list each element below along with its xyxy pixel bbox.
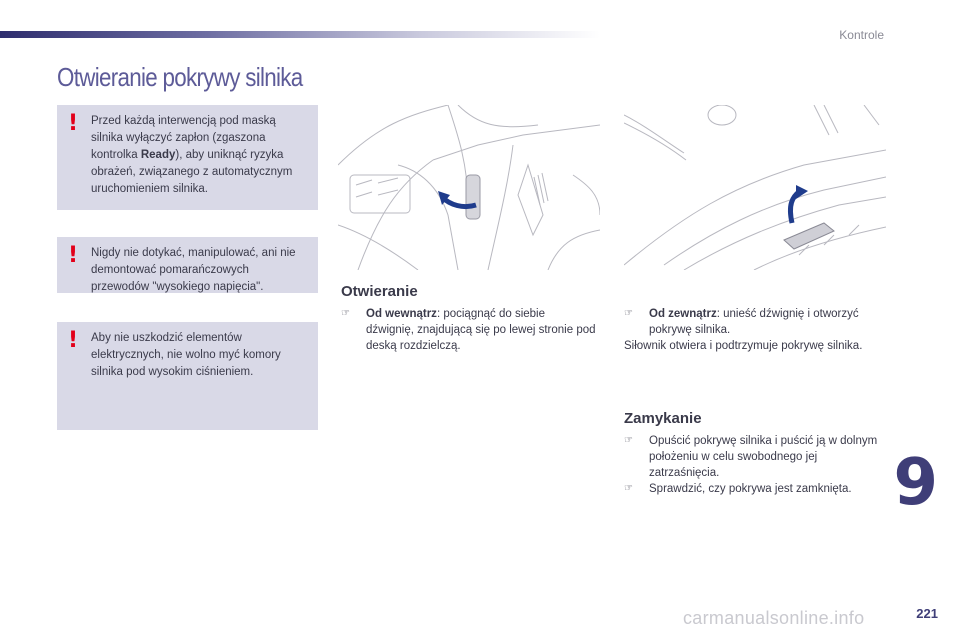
closing-step-1: ☞ Opuścić pokrywę silnika i puścić ją w dolnym położeniu w celu swobodnego jej zatrzaśnięcia.	[624, 435, 878, 479]
page-title: Otwieranie pokrywy silnika	[57, 62, 303, 92]
opening-note: Siłownik otwiera i podtrzymuje pokrywę silnika.	[624, 340, 863, 352]
interior-release-lever-illustration	[338, 105, 600, 270]
opening-inside-step: ☞ Od wewnątrz: pociągnąć do siebie dźwignię, znajdującą się po lewej stronie pod deską rozdzielczą.	[341, 308, 596, 352]
warning-text: Nigdy nie dotykać, manipulować, ani nie demontować pomarańczowych przewodów "wysokiego napięcia".	[91, 247, 296, 293]
warning-exclamation-icon: !	[68, 328, 79, 353]
closing-heading: Zamykanie	[624, 410, 702, 427]
warning-box-ignition	[57, 105, 318, 210]
bullet-pointer-icon: ☞	[624, 435, 633, 446]
opening-outside-step: ☞ Od zewnątrz: unieść dźwignię i otworzyć pokrywę silnika.	[624, 308, 859, 336]
warning-exclamation-icon: !	[68, 111, 79, 136]
warning-box-pressure-wash	[57, 322, 318, 430]
bullet-pointer-icon: ☞	[624, 308, 633, 319]
header-gradient-bar	[0, 31, 600, 38]
page-number: 221	[916, 606, 938, 621]
exterior-release-lever-illustration	[624, 105, 886, 270]
section-name: Kontrole	[839, 28, 884, 42]
opening-heading: Otwieranie	[341, 283, 418, 300]
chapter-number: 9	[893, 446, 938, 520]
warning-box-high-voltage	[57, 237, 318, 293]
warning-text: Przed każdą interwencją pod maską silnika wyłączyć zapłon (zgaszona kontrolka Ready), aby uniknąć ryzyka obrażeń, związanego z automatycznym uruchomieniem silnika.	[91, 115, 293, 195]
warning-text: Aby nie uszkodzić elementów elektrycznych, nie wolno myć komory silnika pod wysokim ciśnieniem.	[91, 332, 281, 378]
closing-step-2: ☞ Sprawdzić, czy pokrywa jest zamknięta.	[624, 483, 852, 495]
bullet-pointer-icon: ☞	[341, 308, 350, 319]
warning-exclamation-icon: !	[68, 243, 79, 268]
bullet-pointer-icon: ☞	[624, 483, 633, 494]
watermark: carmanualsonline.info	[683, 608, 865, 628]
